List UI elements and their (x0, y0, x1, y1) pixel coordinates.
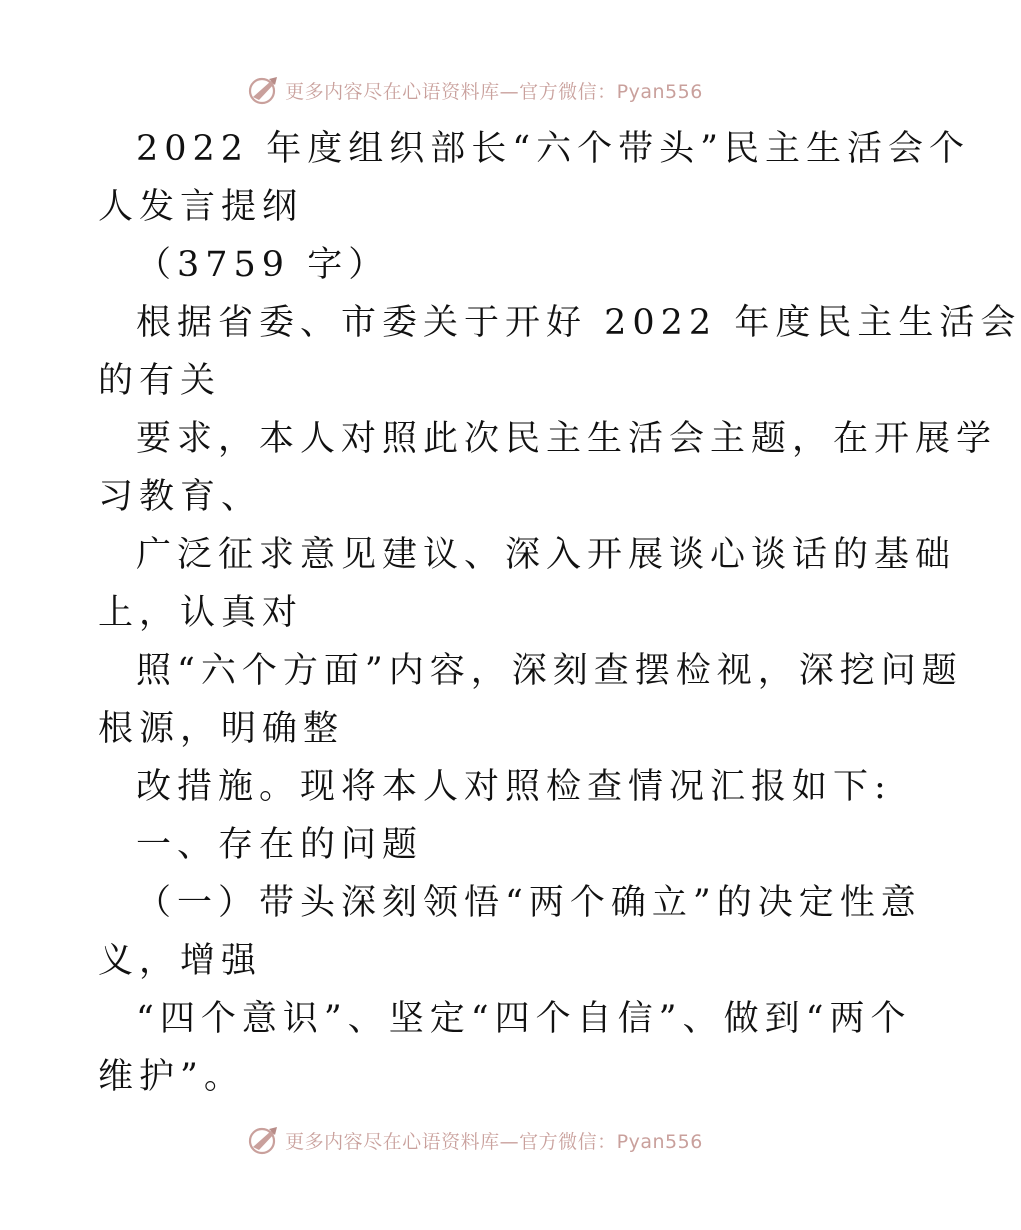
paragraph-line: “四个意识”、坚定“四个自信”、做到“两个 (136, 999, 912, 1039)
paragraph-line: 广泛征求意见建议、深入开展谈心谈话的基础 (136, 535, 957, 575)
footer-watermark (0, 1120, 950, 1160)
paragraph-line: 改措施。现将本人对照检查情况汇报如下: (136, 767, 892, 807)
watermark-text: 更多内容尽在心语资料库—官方微信：Pyan556 (285, 80, 703, 103)
paragraph-line: 根源，明确整 (98, 709, 345, 749)
paragraph-line: 根据省委、市委关于开好 2022 年度民主生活会 (136, 303, 1021, 343)
pen-logo-icon (247, 1123, 281, 1157)
title-line-1: 2022 年度组织部长“六个带头”民主生活会个 (136, 129, 970, 169)
title-line-2: 人发言提纲 (98, 187, 304, 227)
paragraph-line: 习教育、 (98, 477, 263, 517)
paragraph-line: 义，增强 (98, 941, 263, 981)
header-watermark (0, 70, 950, 110)
document-body (98, 120, 1021, 1106)
watermark-text: 更多内容尽在心语资料库—官方微信：Pyan556 (285, 1130, 703, 1153)
paragraph-line: 的有关 (98, 361, 222, 401)
subsection-heading: （一）带头深刻领悟“两个确立”的决定性意 (136, 883, 922, 923)
section-heading: 一、存在的问题 (136, 825, 424, 865)
paragraph-line: 上，认真对 (98, 593, 304, 633)
word-count: （3759 字） (136, 245, 390, 285)
paragraph-line: 要求，本人对照此次民主生活会主题，在开展学 (136, 419, 998, 459)
pen-logo-icon (247, 73, 281, 107)
paragraph-line: 照“六个方面”内容，深刻查摆检视，深挖问题 (136, 651, 963, 691)
paragraph-line: 维护”。 (98, 1057, 245, 1097)
